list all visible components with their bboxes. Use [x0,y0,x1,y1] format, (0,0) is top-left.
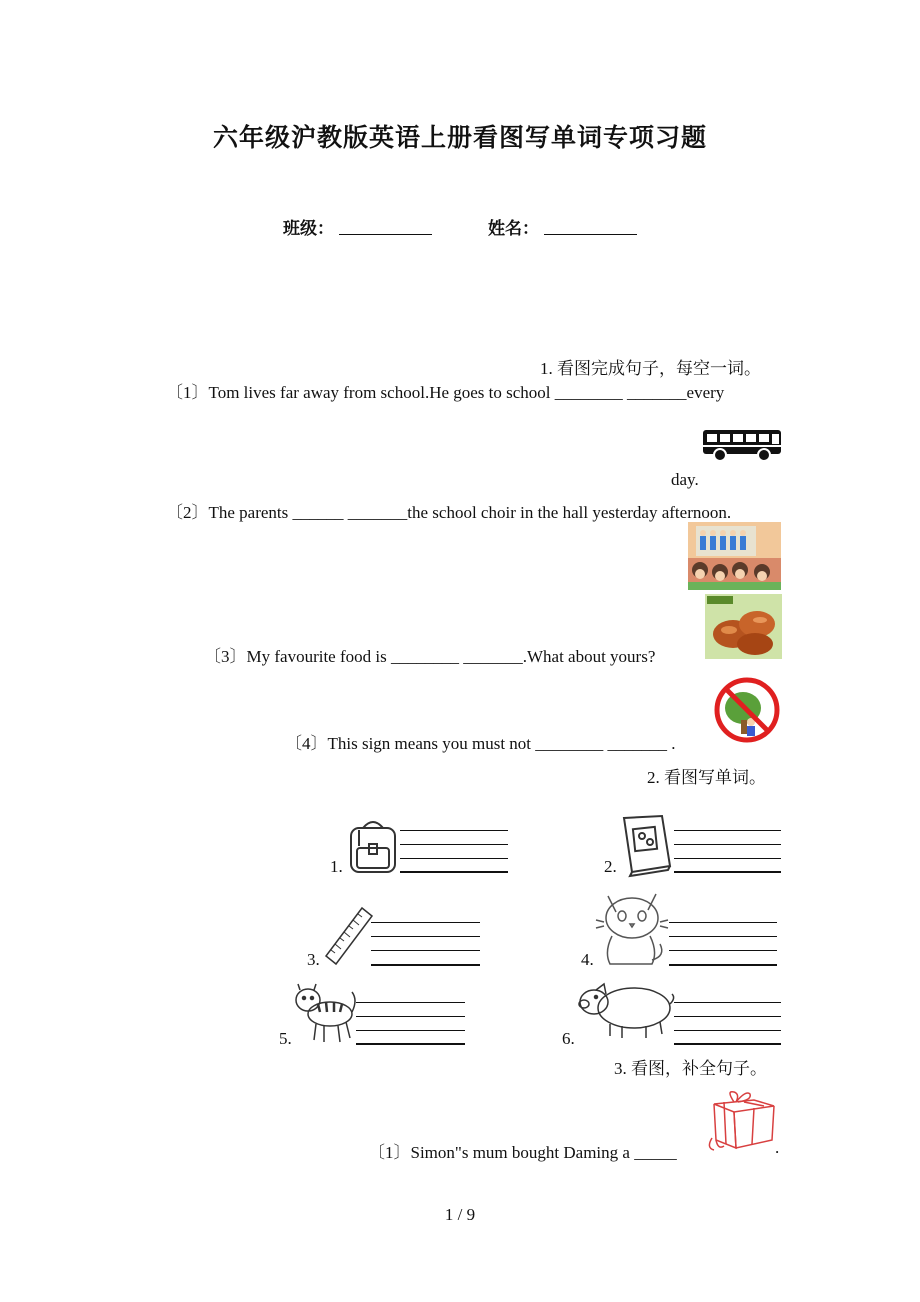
question-1-2-text: 〔2〕The parents ______ _______the school choir in the hall yesterday afternoon. [166,503,732,522]
bus-icon [702,428,782,462]
question-3-1-end: . [775,1138,780,1157]
name-label: 姓名： [488,219,539,238]
section1-heading: 1. 看图完成句子，每空一词。 [540,359,761,378]
answer-line-6[interactable] [674,1043,781,1045]
tiger-icon [294,982,358,1046]
question-1-3-text: 〔3〕My favourite food is ________ _______.What about yours? [204,647,656,666]
no-picking-flowers-sign-icon [713,676,781,744]
page-title: 六年级沪教版英语上册看图写单词专项习题 [212,125,707,152]
ruler-icon [322,906,374,966]
question-3-1-text: 〔1〕Simon"s mum bought Daming a _____ [368,1143,677,1162]
item-number: 5. [279,1029,292,1048]
gift-box-icon [706,1090,776,1154]
question-1-1-text: 〔1〕Tom lives far away from school.He goes to school ________ _______every [166,383,725,402]
answer-line-5[interactable] [356,1043,465,1045]
pig-icon [576,982,676,1040]
class-label: 班级： [283,219,334,238]
schoolbag-icon [345,816,401,876]
question-1-1-end: day. [671,470,699,489]
choir-concert-image [688,522,781,590]
cat-icon [594,890,670,968]
class-field[interactable] [339,234,432,235]
item-number: 1. [330,857,343,876]
item-number: 6. [562,1029,575,1048]
section2-heading: 2. 看图写单词。 [647,768,766,787]
page-number: 1 / 9 [444,1205,476,1224]
answer-line-3[interactable] [371,964,480,966]
answer-line-1[interactable] [400,871,508,873]
chicken-wings-image [705,594,782,659]
book-icon [618,814,674,876]
item-number: 3. [307,950,320,969]
name-field[interactable] [544,234,637,235]
item-number: 4. [581,950,594,969]
question-1-4-text: 〔4〕This sign means you must not ________ _______ . [285,734,676,753]
answer-line-2[interactable] [674,871,781,873]
answer-line-4[interactable] [669,964,777,966]
item-number: 2. [604,857,617,876]
section3-heading: 3. 看图，补全句子。 [614,1059,767,1078]
